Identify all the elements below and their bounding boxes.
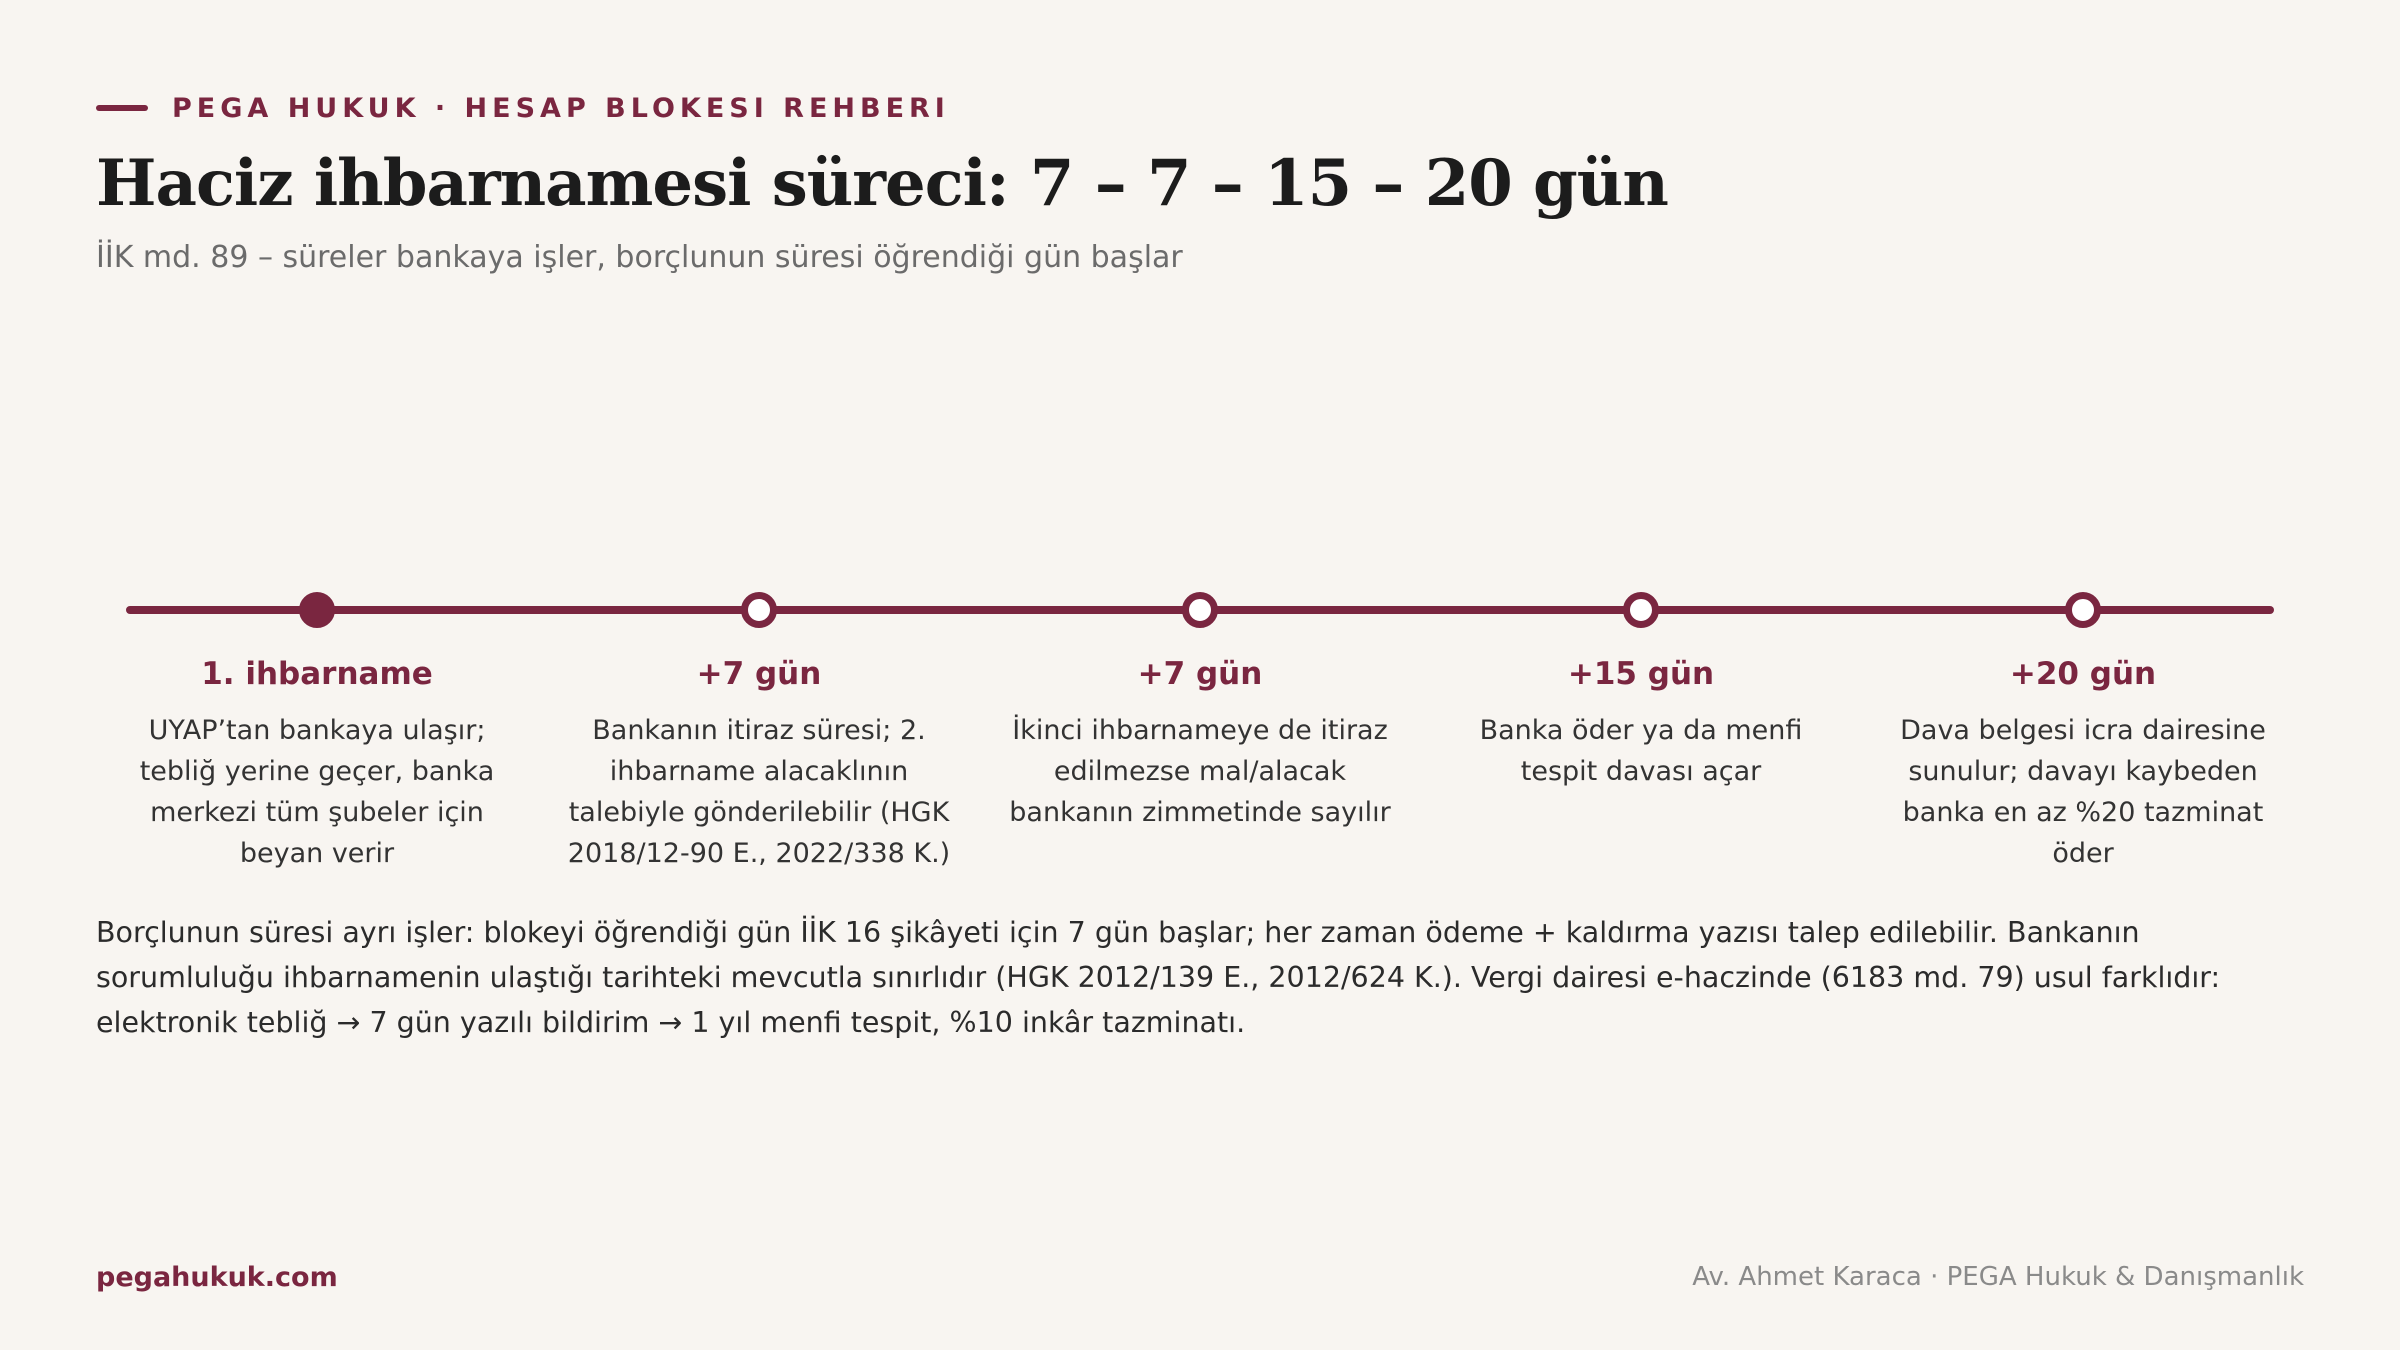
timeline-step-description: Bankanın itiraz süresi; 2. ihbarname alacaklının talebiyle gönderilebilir (HGK 2018/12-90 E., 2022/338 K.) [567, 715, 951, 869]
timeline-step-description: UYAP’tan bankaya ulaşır; tebliğ yerine geçer, banka merkezi tüm şubeler için beyan verir [139, 715, 495, 869]
timeline-marker-hollow [1623, 592, 1659, 628]
kicker-text: PEGA HUKUK · HESAP BLOKESI REHBERI [172, 92, 950, 124]
timeline-step-description: Dava belgesi icra dairesine sunulur; davayı kaybeden banka en az %20 tazminat öder [1900, 715, 2266, 869]
timeline-step-label: +7 gün [1137, 656, 1263, 692]
timeline-marker-hollow [1182, 592, 1218, 628]
footer-credit: Av. Ahmet Karaca · PEGA Hukuk & Danışmanlık [1692, 1262, 2304, 1292]
timeline [0, 560, 2400, 900]
website-link[interactable]: pegahukuk.com [96, 1262, 338, 1293]
explanatory-note: Borçlunun süresi ayrı işler: blokeyi öğrendiği gün İİK 16 şikâyeti için 7 gün başlar; her zaman ödeme + kaldırma yazısı talep edilebilir. Bankanın sorumluluğu ihbarnamenin ulaştığı tarihteki mevcutla sınırlıdır (HGK 2012/139 E., 2012/624 K.). Vergi dairesi e-haczinde (6183 md. 79) usul farklıdır: elektronik tebliğ → 7 gün yazılı bildirim → 1 yıl menfi tespit, %10 inkâr tazminatı. [96, 916, 2221, 1039]
header-kicker [96, 88, 950, 128]
kicker-accent-line [96, 105, 148, 111]
timeline-marker-hollow [741, 592, 777, 628]
page-title: Haciz ihbarnamesi süreci: 7 – 7 – 15 – 20 gün [96, 146, 1668, 221]
timeline-step-description: İkinci ihbarnameye de itiraz edilmezse mal/alacak bankanın zimmetinde sayılır [1009, 715, 1391, 828]
timeline-step-label: +15 gün [1567, 656, 1715, 692]
timeline-marker-filled [299, 592, 335, 628]
timeline-step-label: +20 gün [2009, 656, 2157, 692]
timeline-step-label: 1. ihbarname [201, 656, 433, 692]
page-subtitle: İİK md. 89 – süreler bankaya işler, borçlunun süresi öğrendiği gün başlar [96, 240, 1183, 275]
timeline-marker-hollow [2065, 592, 2101, 628]
timeline-step-label: +7 gün [696, 656, 822, 692]
timeline-step-description: Banka öder ya da menfi tespit davası açar [1479, 715, 1803, 787]
